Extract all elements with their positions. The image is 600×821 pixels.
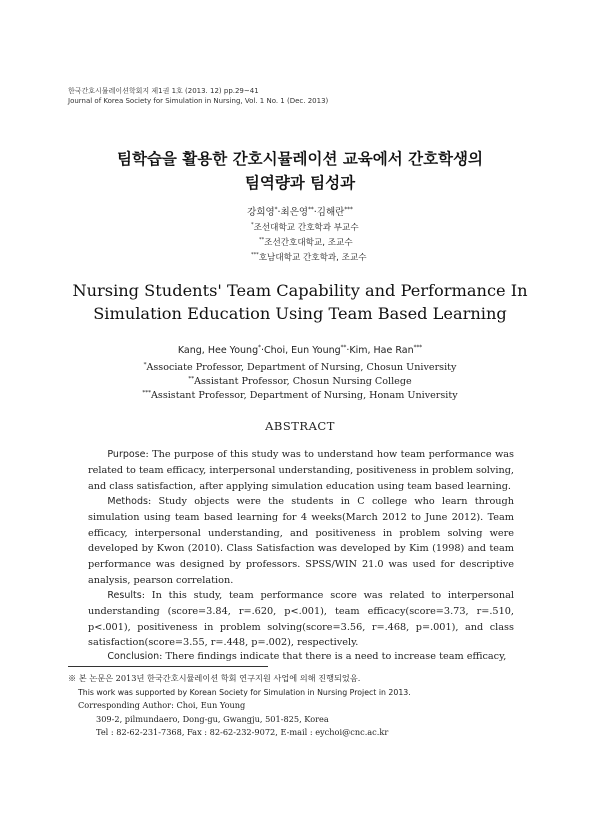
korean-affiliation [251,236,367,251]
korean-affiliation [251,221,367,236]
journal-header [68,86,328,106]
abstract-conclusion [88,649,514,665]
english-author-3-mark: *** [413,344,423,351]
affiliation-mark: *** [251,252,259,259]
abstract-heading: ABSTRACT [265,419,335,433]
korean-authors: 강희영*·최은영**·김해란*** [247,206,353,218]
korean-affiliation [251,251,367,266]
affiliation-mark: ** [188,375,195,382]
purpose-label: Purpose [107,449,146,460]
affiliation-mark: * [251,222,254,229]
korean-title-line2: 팀역량과 팀성과 [244,174,356,192]
korean-affiliations [251,221,367,266]
english-author-1: Kang, Hee Young [177,345,259,356]
corresponding-name: : Choi, Eun Young [171,700,246,711]
english-author-2-mark: ** [340,344,347,351]
affiliation-mark: ** [259,237,265,244]
results-label: Results [107,590,142,601]
korean-title [0,147,600,195]
korean-title-line1: 팀학습을 활용한 간호시뮬레이션 교육에서 간호학생의 [117,150,483,168]
abstract-methods [88,494,514,589]
affiliation-text: Assistant Professor, Chosun Nursing College [194,376,412,387]
abstract-purpose [88,447,514,494]
journal-line-korean: 한국간호시뮬레이션학회지 제1권 1호 (2013. 12) pp.29~41 [68,87,259,95]
affiliation-text: Assistant Professor, Department of Nursing, Honam University [150,390,458,401]
purpose-text: : The purpose of this study was to understand how team performance was related to team efficacy, interpersonal understanding, positiveness in problem solving, and class satisfaction, after applying simulation education using team based learning. [88,449,514,492]
korean-author-3: 김해란 [316,207,345,218]
korean-author-2: 최은영 [280,207,309,218]
english-author-1-mark: * [258,344,261,351]
corresponding-label: Corresponding Author [78,700,172,711]
english-authors: Kang, Hee Young*·Choi, Eun Young**·Kim, Hae Ran*** [177,344,423,356]
korean-author-2-mark: ** [308,206,314,213]
footnote-contact: Tel : 82-62-231-7368, Fax : 82-62-232-9072, E-mail : eychoi@cnc.ac.kr [96,727,389,738]
footnote-corresponding [68,699,411,713]
methods-text: : Study objects were the students in C college who learn through simulation using team based learning for 4 weeks(March 2012 to June 2012). Team efficacy, interpersonal understanding, and positiveness in problem solving were developed by Kwon (2010). Class Satisfaction was developed by Kim (1998) and team performance was designed by professors. SPSS/WIN 21.0 was used for descriptive analysis, pearson correlation. [88,496,514,586]
english-title-line2: Simulation Education Using Team Based Learning [93,304,507,323]
english-affiliation [130,375,470,389]
results-text: : In this study, team performance score was related to interpersonal understanding (score=3.84, r=.620, p<.001), team efficacy(score=3.73, r=.510, p<.001), positiveness in problem solving(score=3.56, r=.468, p=.001), and class satisfaction(score=3.55, r=.448, p=.002), respectively. [88,590,514,649]
affiliation-text: 조선간호대학교, 조교수 [264,238,353,248]
footnote-address: 309-2, pilmundaero, Dong-gu, Gwangju, 501-825, Korea [96,713,329,724]
methods-label: Methods [107,496,148,507]
affiliation-text: 호남대학교 간호학과, 조교수 [258,253,367,263]
english-author-3: Kim, Hae Ran [349,345,414,356]
affiliation-mark: * [143,361,147,368]
korean-author-3-mark: *** [344,206,353,213]
affiliation-text: Associate Professor, Department of Nursing, Chosun University [146,362,457,373]
korean-author-1-mark: * [274,206,278,213]
korean-author-1: 강희영 [247,207,275,218]
footnote-korean-note: ※ 본 논문은 2013년 한국간호시뮬레이션 학회 연구지원 사업에 의해 진행되었음. [68,673,361,683]
english-author-2: Choi, Eun Young [264,345,341,356]
conclusion-text: : There findings indicate that there is a need to increase team efficacy, [159,651,507,662]
english-title-line1: Nursing Students' Team Capability and Performance In [72,281,528,300]
english-affiliations [130,361,470,403]
journal-line-english: Journal of Korea Society for Simulation in Nursing, Vol. 1 No. 1 (Dec. 2013) [68,97,329,105]
affiliation-mark: *** [142,389,151,396]
abstract-results [88,588,514,651]
footnote [68,672,411,740]
footnote-divider [68,666,268,667]
english-affiliation [130,389,470,403]
affiliation-text: 조선대학교 간호학과 부교수 [253,223,359,233]
english-affiliation [130,361,470,375]
conclusion-label: Conclusion [107,651,160,662]
footnote-english-note: This work was supported by Korean Society for Simulation in Nursing Project in 2013. [78,687,411,697]
english-title [0,279,600,325]
